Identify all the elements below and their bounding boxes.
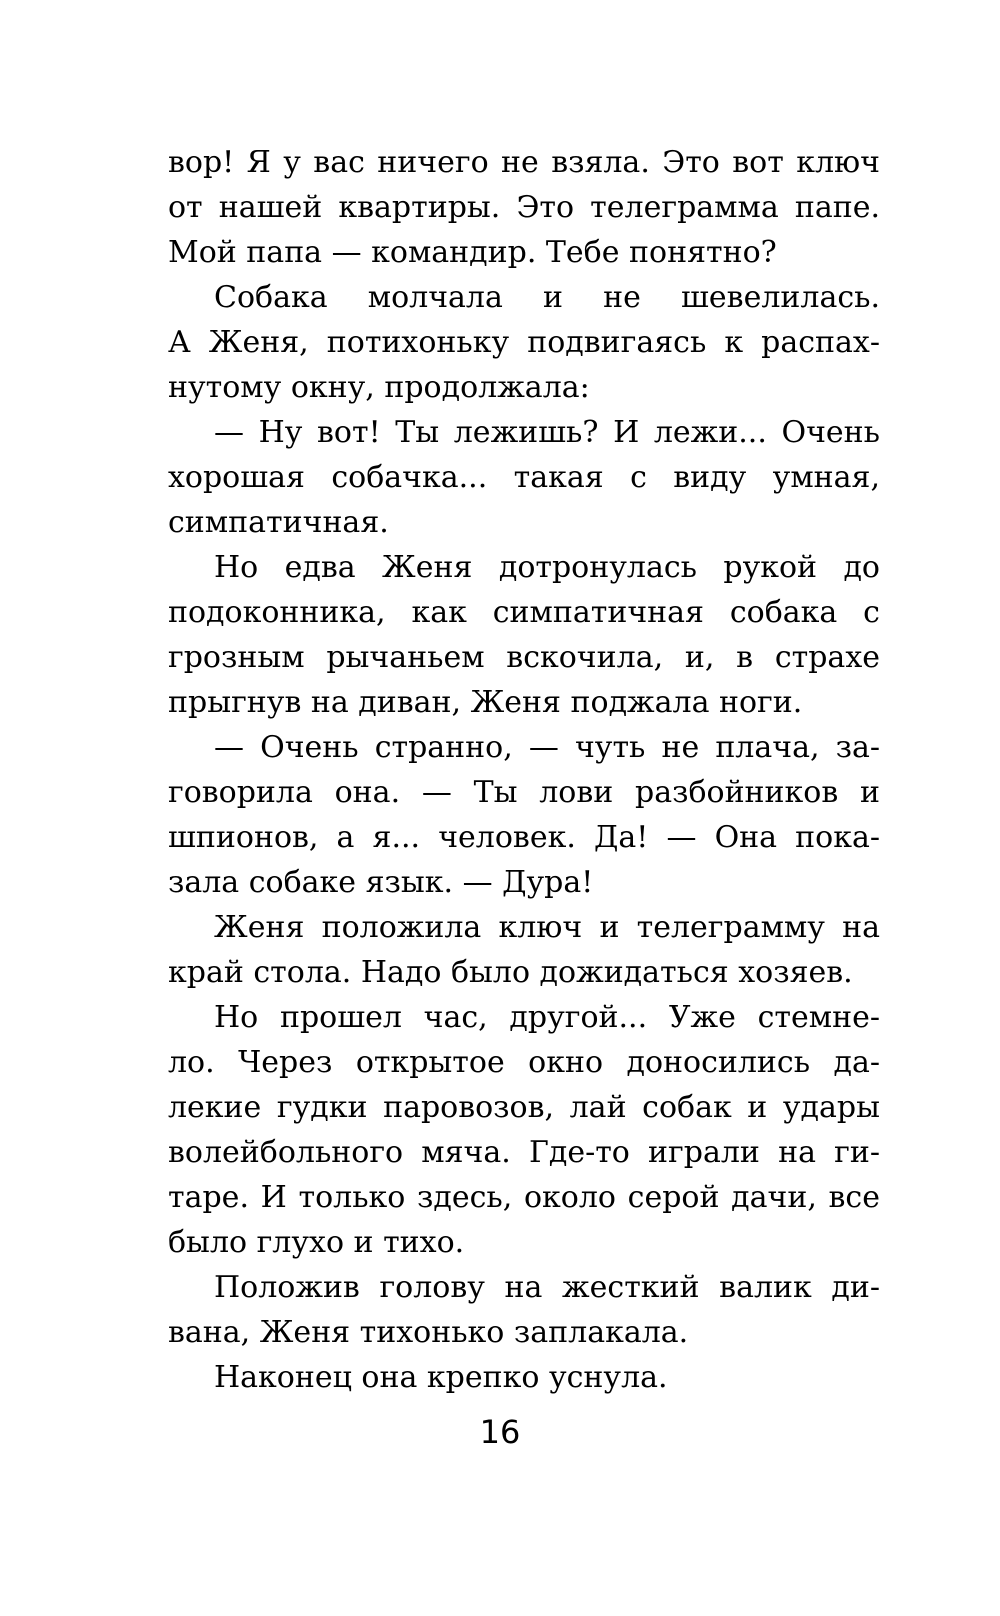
paragraph [168,545,880,725]
text-line: вор! Я у вас ничего не взяла. Это вот ключ [168,145,880,180]
text-line: Мой папа — командир. Тебе понятно? [168,235,777,270]
text-line: Положив голову на жесткий валик ди- [214,1270,880,1305]
text-line: вана, Женя тихонько заплакала. [168,1315,689,1350]
text-line: грозным рычаньем вскочила, и, в страхе [168,640,880,675]
text-line: таре. И только здесь, около серой дачи, все [168,1180,880,1215]
paragraph [168,995,880,1265]
page-number: 16 [479,1413,521,1451]
text-line: было глухо и тихо. [168,1225,465,1260]
text-line: подоконника, как симпатичная собака с [168,595,880,630]
text-line: Женя положила ключ и телеграмму на [214,910,880,945]
text-line: край стола. Надо было дожидаться хозяев. [168,955,853,990]
text-line: Но едва Женя дотронулась рукой до [214,550,880,585]
text-line: волейбольного мяча. Где-то играли на ги- [168,1135,880,1170]
text-line: симпатичная. [168,505,389,540]
paragraph [168,275,880,410]
text-line: зала собаке язык. — Дура! [168,865,594,900]
text-line: шпионов, а я... человек. Да! — Она пока- [168,820,880,855]
paragraph [168,410,880,545]
text-line: Наконец она крепко уснула. [214,1360,668,1395]
paragraph [168,1355,880,1400]
text-line: А Женя, потихоньку подвигаясь к распах- [168,325,880,360]
paragraph [168,140,880,275]
body-text [168,140,880,1400]
text-line: нутому окну, продолжала: [168,370,590,405]
text-line: хорошая собачка... такая с виду умная, [168,460,880,495]
text-line: Но прошел час, другой... Уже стемне- [214,1000,880,1035]
paragraph [168,725,880,905]
text-line: ло. Через открытое окно доносились да- [168,1045,880,1080]
text-line: — Очень странно, — чуть не плача, за- [214,730,880,765]
paragraph [168,905,880,995]
text-line: — Ну вот! Ты лежишь? И лежи... Очень [214,415,880,450]
text-line: от нашей квартиры. Это телеграмма папе. [168,190,880,225]
text-line: говорила она. — Ты лови разбойников и [168,775,880,810]
text-line: прыгнув на диван, Женя поджала ноги. [168,685,803,720]
text-line: Собака молчала и не шевелилась. [214,280,880,315]
paragraph [168,1265,880,1355]
text-line: лекие гудки паровозов, лай собак и удары [168,1090,880,1125]
